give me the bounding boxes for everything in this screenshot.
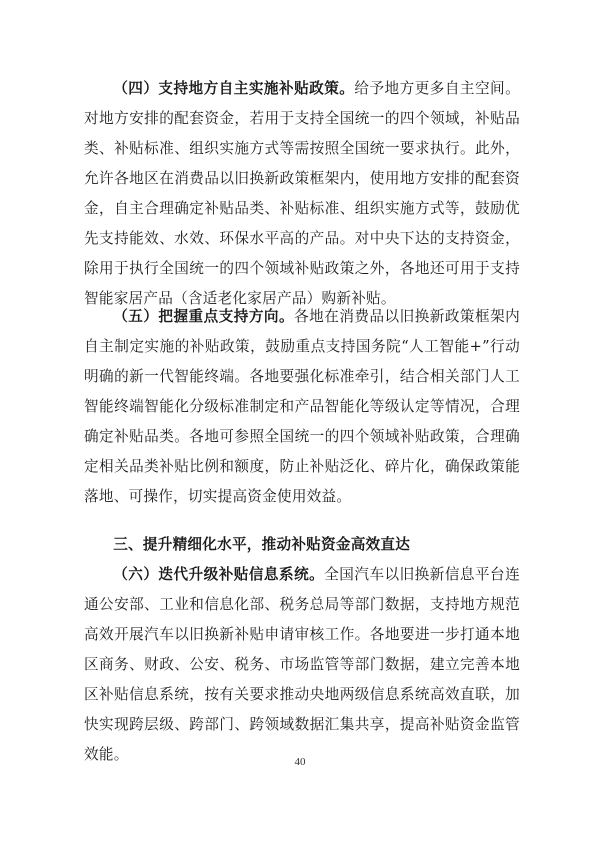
paragraph-section-5 xyxy=(84,302,520,512)
paragraph-section-6 xyxy=(84,560,520,770)
section-5-title: （五）把握重点支持方向。 xyxy=(113,308,295,325)
section-4-title: （四）支持地方自主实施补贴政策。 xyxy=(113,80,355,97)
part-3-heading: 三、提升精细化水平，推动补贴资金高效直达 xyxy=(113,536,411,553)
section-6-body: 全国汽车以旧换新信息平台连通公安部、工业和信息化部、税务总局等部门数据，支持地方规范高效开展汽车以旧换新补贴申请审核工作。各地要进一步打通本地区商务、财政、公安、税务、市场监管等部门数据，建立完善本地区补贴信息系统，按有关要求推动央地两级信息系统高效直联，加快实现跨层级、跨部门、跨领域数据汇集共享，提高补贴资金监管效能。 xyxy=(84,566,520,763)
section-5-body: 各地在消费品以旧换新政策框架内自主制定实施的补贴政策，鼓励重点支持国务院“人工智能+”行动明确的新一代智能终端。各地要强化标准牵引，结合相关部门人工智能终端智能化分级标准制定和产品智能化等级认定等情况，合理确定补贴品类。各地可参照全国统一的四个领域补贴政策，合理确定相关品类补贴比例和额度，防止补贴泛化、碎片化，确保政策能落地、可操作，切实提高资金使用效益。 xyxy=(84,308,520,505)
page-number: 40 xyxy=(294,756,306,768)
section-4-body: 给予地方更多自主空间。对地方安排的配套资金，若用于支持全国统一的四个领域，补贴品类、补贴标准、组织实施方式等需按照全国统一要求执行。此外，允许各地区在消费品以旧换新政策框架内，使用地方安排的配套资金，自主合理确定补贴品类、补贴标准、组织实施方式等，鼓励优先支持能效、水效、环保水平高的产品。对中央下达的支持资金，除用于执行全国统一的四个领域补贴政策之外，各地还可用于支持智能家居产品（含适老化家居产品）购新补贴。 xyxy=(84,80,520,307)
section-6-title: （六）迭代升级补贴信息系统。 xyxy=(113,566,325,583)
paragraph-section-4 xyxy=(84,74,520,314)
